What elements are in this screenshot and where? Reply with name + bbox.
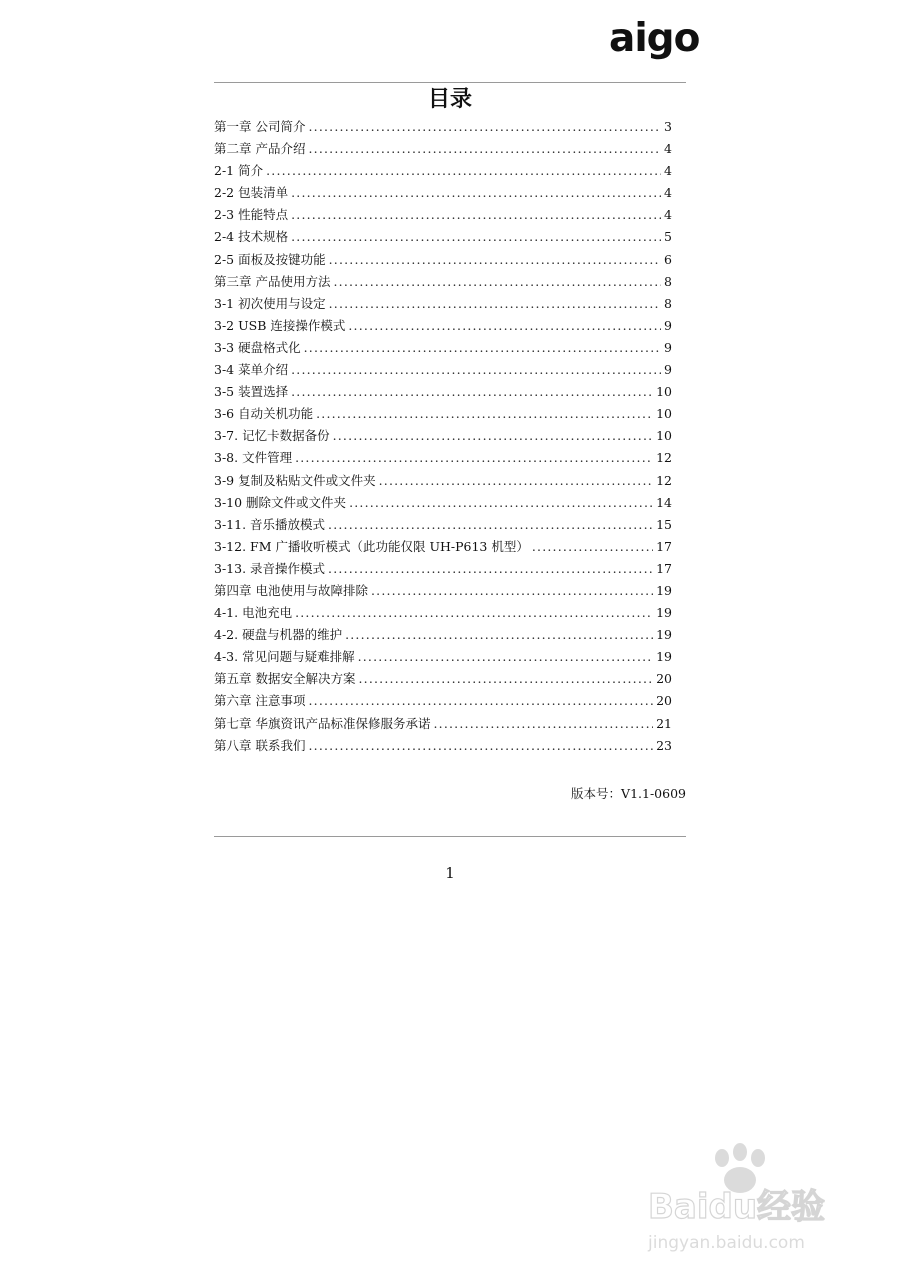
toc-entry-label: 3-7. 记忆卡数据备份 xyxy=(214,428,330,444)
toc-entry xyxy=(214,337,672,359)
toc-leader-dots xyxy=(316,403,653,425)
toc-entry xyxy=(214,116,672,138)
toc-entry-page: 20 xyxy=(656,693,672,709)
toc-entry-label: 4-2. 硬盘与机器的维护 xyxy=(214,627,343,643)
toc-entry-page: 4 xyxy=(664,207,672,223)
toc-entry-label: 2-1 简介 xyxy=(214,163,264,179)
version-number: 版本号：V1.1-0609 xyxy=(571,786,686,801)
toc-entry-label: 第四章 电池使用与故障排除 xyxy=(214,582,368,598)
toc-entry xyxy=(214,713,672,735)
toc-leader-dots xyxy=(266,160,661,182)
page-number: 1 xyxy=(445,864,455,882)
toc-leader-dots xyxy=(308,735,653,757)
toc-entry-label: 3-8. 文件管理 xyxy=(214,450,293,466)
toc-entry-page: 20 xyxy=(656,671,672,687)
toc-entry-label: 2-4 技术规格 xyxy=(214,229,289,245)
toc-entry xyxy=(214,425,672,447)
toc-entry-page: 19 xyxy=(656,649,672,665)
toc-leader-dots xyxy=(433,713,653,735)
toc-leader-dots xyxy=(308,138,661,160)
toc-leader-dots xyxy=(358,668,653,690)
toc-entry-page: 15 xyxy=(656,516,672,532)
toc-leader-dots xyxy=(532,536,653,558)
toc-entry-page: 17 xyxy=(656,538,672,554)
toc-entry xyxy=(214,646,672,668)
toc-entry-page: 23 xyxy=(656,737,672,753)
toc-entry xyxy=(214,271,672,293)
toc-entry-page: 3 xyxy=(664,119,672,134)
toc-entry-page: 17 xyxy=(656,560,672,576)
header-rule xyxy=(214,82,686,83)
toc-entry-label: 3-12. FM 广播收听模式（此功能仅限 UH-P613 机型） xyxy=(214,538,529,554)
toc-entry xyxy=(214,470,672,492)
toc-entry-page: 10 xyxy=(656,406,672,422)
toc-entry-page: 9 xyxy=(664,339,672,355)
baidu-jingyan-watermark xyxy=(640,1140,870,1260)
toc-entry xyxy=(214,182,672,204)
toc-leader-dots xyxy=(328,558,653,580)
toc-entry xyxy=(214,160,672,182)
toc-entry xyxy=(214,624,672,646)
toc-entry xyxy=(214,359,672,381)
footer-rule xyxy=(214,836,686,837)
table-of-contents xyxy=(214,116,672,757)
toc-leader-dots xyxy=(291,204,661,226)
toc-entry xyxy=(214,204,672,226)
toc-entry-label: 3-11. 音乐播放模式 xyxy=(214,516,326,532)
toc-entry xyxy=(214,558,672,580)
toc-entry xyxy=(214,381,672,403)
toc-entry-page: 14 xyxy=(656,494,672,510)
toc-leader-dots xyxy=(379,470,653,492)
toc-entry xyxy=(214,536,672,558)
toc-entry-label: 2-5 面板及按键功能 xyxy=(214,251,326,267)
toc-entry-page: 6 xyxy=(664,251,672,267)
toc-leader-dots xyxy=(345,624,653,646)
toc-entry xyxy=(214,602,672,624)
toc-leader-dots xyxy=(329,249,661,271)
toc-entry-label: 第八章 联系我们 xyxy=(214,737,306,753)
toc-entry-label: 3-9 复制及粘贴文件或文件夹 xyxy=(214,472,376,488)
toc-leader-dots xyxy=(291,182,661,204)
toc-entry-page: 19 xyxy=(656,605,672,621)
toc-entry-label: 3-1 初次使用与设定 xyxy=(214,295,326,311)
toc-entry-label: 第六章 注意事项 xyxy=(214,693,306,709)
toc-entry-page: 10 xyxy=(656,428,672,444)
toc-entry-page: 4 xyxy=(664,163,672,179)
toc-entry-page: 9 xyxy=(664,362,672,378)
toc-leader-dots xyxy=(291,359,661,381)
toc-leader-dots xyxy=(358,646,654,668)
toc-entry-page: 8 xyxy=(664,273,672,289)
toc-leader-dots xyxy=(304,337,661,359)
toc-entry xyxy=(214,668,672,690)
toc-leader-dots xyxy=(291,226,661,248)
toc-entry-page: 19 xyxy=(656,582,672,598)
toc-title: 目录 xyxy=(427,86,472,112)
toc-entry xyxy=(214,226,672,248)
toc-entry-page: 12 xyxy=(656,450,672,466)
toc-entry-page: 4 xyxy=(664,185,672,201)
toc-leader-dots xyxy=(371,580,653,602)
toc-entry xyxy=(214,492,672,514)
toc-entry xyxy=(214,403,672,425)
toc-entry xyxy=(214,690,672,712)
toc-entry-label: 3-10 删除文件或文件夹 xyxy=(214,494,347,510)
toc-entry xyxy=(214,293,672,315)
toc-leader-dots xyxy=(349,492,653,514)
toc-entry-label: 第五章 数据安全解决方案 xyxy=(214,671,356,687)
toc-entry-page: 9 xyxy=(664,317,672,333)
toc-leader-dots xyxy=(295,447,653,469)
toc-leader-dots xyxy=(308,116,661,138)
toc-entry-label: 3-13. 录音操作模式 xyxy=(214,560,326,576)
toc-entry-label: 3-4 菜单介绍 xyxy=(214,362,289,378)
toc-entry-page: 8 xyxy=(664,295,672,311)
toc-entry-label: 3-3 硬盘格式化 xyxy=(214,339,301,355)
toc-leader-dots xyxy=(329,293,661,315)
toc-leader-dots xyxy=(348,315,661,337)
toc-leader-dots xyxy=(333,425,654,447)
toc-entry xyxy=(214,249,672,271)
toc-entry-label: 3-6 自动关机功能 xyxy=(214,406,314,422)
toc-leader-dots xyxy=(291,381,653,403)
toc-entry-label: 第三章 产品使用方法 xyxy=(214,273,331,289)
toc-entry xyxy=(214,514,672,536)
toc-entry-page: 12 xyxy=(656,472,672,488)
toc-entry-label: 3-2 USB 连接操作模式 xyxy=(214,317,346,333)
paw-icon xyxy=(715,1143,765,1193)
watermark-brand: Baidu经验 xyxy=(648,1187,826,1227)
toc-entry xyxy=(214,580,672,602)
watermark-url: jingyan.baidu.com xyxy=(648,1233,805,1253)
toc-entry-label: 2-2 包装清单 xyxy=(214,185,289,201)
toc-entry-page: 19 xyxy=(656,627,672,643)
toc-entry-label: 第一章 公司简介 xyxy=(214,119,306,134)
toc-entry-page: 4 xyxy=(664,141,672,157)
toc-entry-page: 21 xyxy=(656,715,672,731)
toc-leader-dots xyxy=(328,514,653,536)
toc-entry xyxy=(214,735,672,757)
toc-entry xyxy=(214,315,672,337)
toc-leader-dots xyxy=(333,271,661,293)
toc-entry-label: 第七章 华旗资讯产品标准保修服务承诺 xyxy=(214,715,431,731)
aigo-logo: aigo xyxy=(609,16,700,61)
toc-entry xyxy=(214,138,672,160)
toc-entry-label: 3-5 装置选择 xyxy=(214,384,289,400)
toc-entry-page: 10 xyxy=(656,384,672,400)
toc-entry-label: 4-3. 常见问题与疑难排解 xyxy=(214,649,355,665)
toc-entry xyxy=(214,447,672,469)
toc-leader-dots xyxy=(308,690,653,712)
toc-entry-page: 5 xyxy=(664,229,672,245)
toc-entry-label: 4-1. 电池充电 xyxy=(214,605,293,621)
toc-leader-dots xyxy=(295,602,653,624)
toc-entry-label: 2-3 性能特点 xyxy=(214,207,289,223)
toc-entry-label: 第二章 产品介绍 xyxy=(214,141,306,157)
